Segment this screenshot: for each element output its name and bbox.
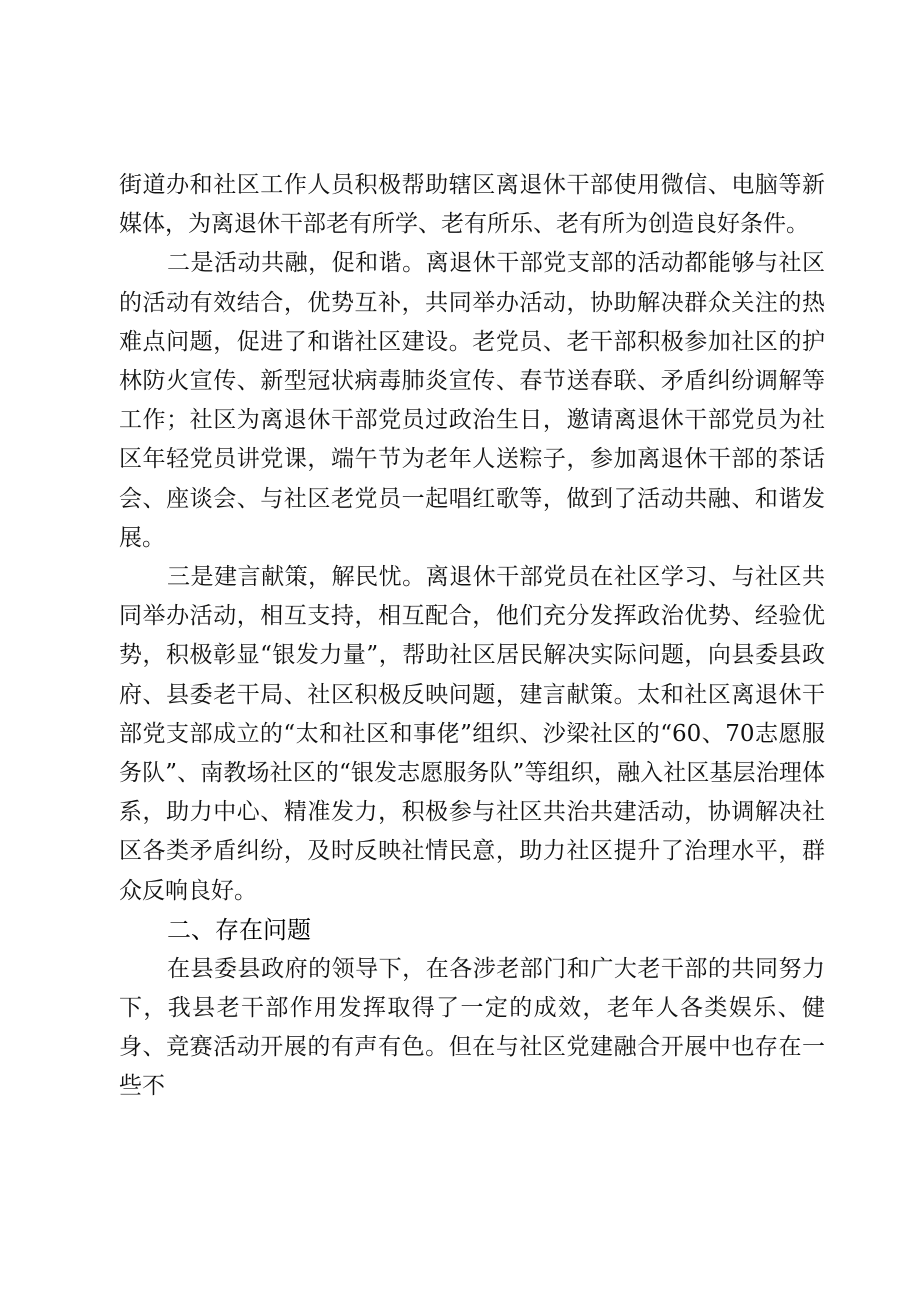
paragraph-problems-intro: 在县委县政府的领导下，在各涉老部门和广大老干部的共同努力下，我县老干部作用发挥取得了一定的成效，老年人各类娱乐、健身、竞赛活动开展的有声有色。但在与社区党建融合开展中也存在一些不	[119, 955, 825, 1100]
section-heading-existing-problems: 二、存在问题	[167, 915, 311, 944]
paragraph-continuation: 街道办和社区工作人员积极帮助辖区离退休干部使用微信、电脑等新媒体，为离退休干部老有所学、老有所乐、老有所为创造良好条件。	[119, 172, 825, 238]
paragraph-advice-suggestions: 三是建言献策，解民忧。离退休干部党员在社区学习、与社区共同举办活动，相互支持，相互配合，他们充分发挥政治优势、经验优势，积极彰显“银发力量”，帮助社区居民解决实际问题，向县委县政府、县委老干局、社区积极反映问题，建言献策。太和社区离退休干部党支部成立的“太和社区和事佬”组织、沙梁社区的“60、70志愿服务队”、南教场社区的“银发志愿服务队”等组织，融入社区基层治理体系，助力中心、精准发力，积极参与社区共治共建活动，协调解决社区各类矛盾纠纷，及时反映社情民意，助力社区提升了治理水平，群众反响良好。	[119, 564, 825, 904]
document-body	[119, 166, 825, 1107]
paragraph-activity-integration: 二是活动共融，促和谐。离退休干部党支部的活动都能够与社区的活动有效结合，优势互补，共同举办活动，协助解决群众关注的热难点问题，促进了和谐社区建设。老党员、老干部积极参加社区的护林防火宣传、新型冠状病毒肺炎宣传、春节送春联、矛盾纠纷调解等工作；社区为离退休干部党员过政治生日，邀请离退休干部党员为社区年轻党员讲党课，端午节为老年人送粽子，参加离退休干部的茶话会、座谈会、与社区老党员一起唱红歌等，做到了活动共融、和谐发展。	[119, 250, 825, 551]
